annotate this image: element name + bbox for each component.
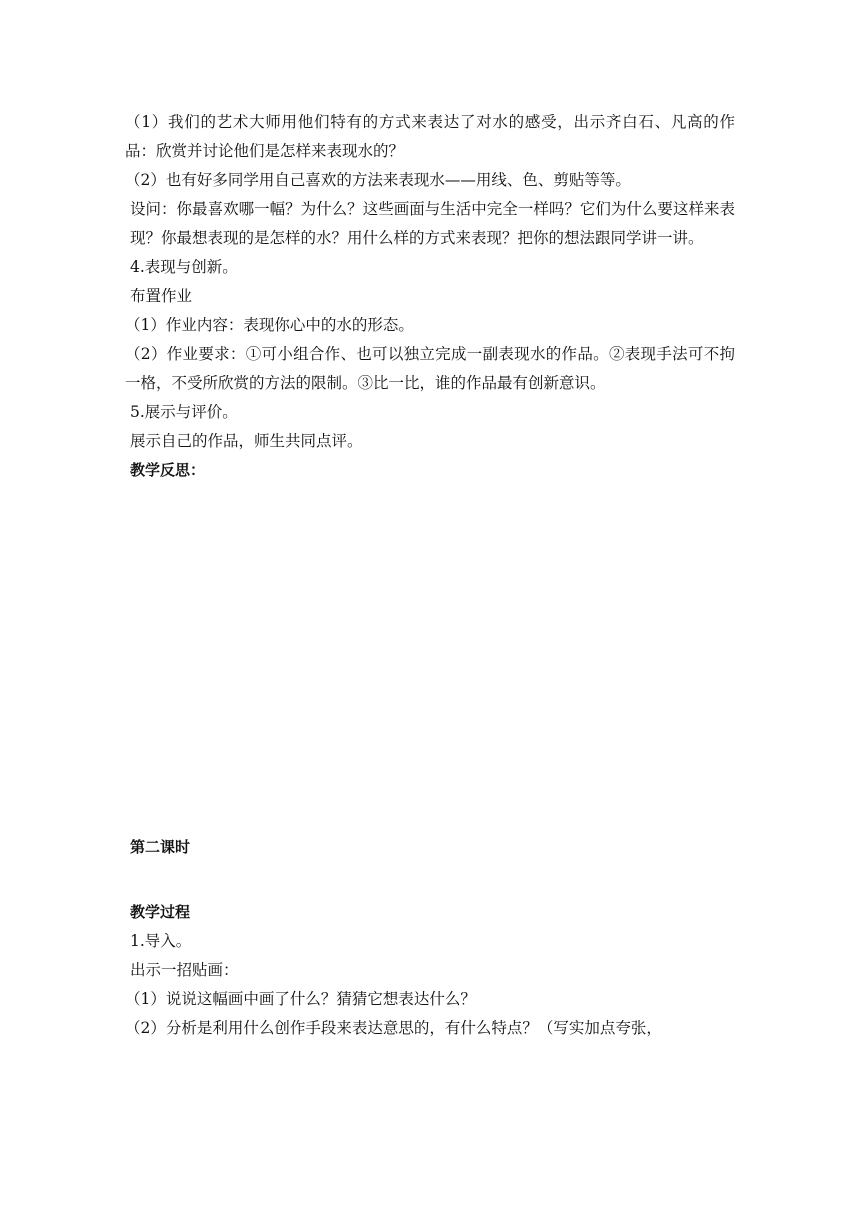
question-2: （2）分析是利用什么创作手段来表达意思的，有什么特点？（写实加点夸张， [125, 1019, 662, 1037]
paragraph-masters-works: （1）我们的艺术大师用他们特有的方式来表达了对水的感受，出示齐白石、凡高的作品：欣赏并讨论他们是怎样来表现水的？ [125, 113, 735, 160]
step-5-text: 展示自己的作品，师生共同点评。 [130, 432, 363, 450]
homework-requirements: （2）作业要求：①可小组合作、也可以独立完成一副表现水的作品。②表现手法可不拘一格，不受所欣赏的方法的限制。③比一比，谁的作品最有创新意识。 [125, 345, 735, 392]
paragraph-questions: 设问：你最喜欢哪一幅？为什么？这些画面与生活中完全一样吗？它们为什么要这样来表现？你最想表现的是怎样的水？用什么样的方式来表现？把你的想法跟同学讲一讲。 [130, 200, 735, 247]
step-4-heading: 4.表现与创新。 [130, 258, 238, 276]
paragraph-students-methods: （2）也有好多同学用自己喜欢的方法来表现水——用线、色、剪贴等等。 [125, 171, 631, 189]
question-1: （1）说说这幅画中画了什么？猜猜它想表达什么？ [125, 990, 476, 1008]
step-1-heading: 1.导入。 [130, 932, 192, 950]
homework-heading: 布置作业 [130, 287, 193, 305]
reflection-heading: 教学反思： [130, 461, 206, 479]
document-page [125, 108, 735, 1043]
lesson-2-title: 第二课时 [130, 838, 191, 856]
teaching-process-heading: 教学过程 [130, 903, 191, 921]
blank-space-2 [130, 862, 735, 898]
homework-content: （1）作业内容：表现你心中的水的形态。 [125, 316, 414, 334]
step-5-heading: 5.展示与评价。 [130, 403, 238, 421]
intro-text: 出示一招贴画： [130, 961, 239, 979]
blank-space [130, 485, 735, 833]
